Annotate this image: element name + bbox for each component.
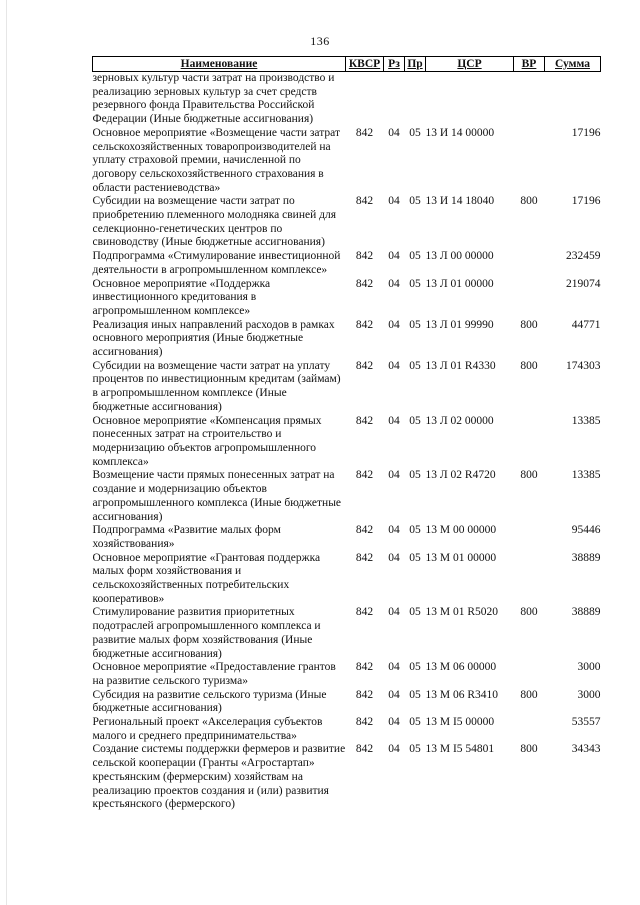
cell-vr: [514, 716, 545, 743]
cell-name: Основное мероприятие «Возмещение части затрат сельскохозяйственных товаропроизводителей на уплату страховой премии, начисленной по договору сельскохозяйственного страхования в области растениеводства»: [92, 126, 340, 194]
cell-kvsr: 842: [355, 250, 374, 263]
table-row: [93, 469, 601, 524]
cell-sum: 232459: [566, 250, 601, 263]
cell-sum: 3000: [577, 688, 601, 701]
cell-csr: 13 М 06 00000: [425, 661, 497, 674]
cell-sum: 95446: [571, 524, 601, 537]
cell-name: Основное мероприятие «Компенсация прямых понесенных затрат на строительство и модернизацию объектов агропромышленного комплекса»: [92, 414, 322, 468]
cell-kvsr: 842: [355, 359, 374, 372]
cell-csr: 13 М I5 54801: [425, 743, 495, 756]
cell-vr: [514, 72, 545, 127]
cell-sum: 38889: [571, 606, 601, 619]
cell-rz: 04: [388, 318, 400, 331]
cell-sum: 38889: [571, 551, 601, 564]
cell-vr: [514, 415, 545, 470]
cell-rz: 04: [388, 524, 400, 537]
cell-sum: 34343: [571, 743, 601, 756]
table-row: [93, 743, 601, 812]
cell-name: Субсидии на возмещение части затрат на уплату процентов по инвестиционным кредитам (займам) в агропромышленном комплексе (Иные бюджетные ассигнования): [92, 359, 341, 413]
cell-csr: 13 М 06 R3410: [425, 688, 499, 701]
header-name: Наименование: [93, 57, 346, 72]
header-rz: Рз: [384, 57, 405, 72]
cell-name: Основное мероприятие «Предоставление грантов на развитие сельского туризма»: [92, 661, 336, 687]
cell-pr: 05: [409, 716, 421, 729]
cell-name: Создание системы поддержки фермеров и развитие сельской кооперации (Гранты «Агростартап» крестьянским (фермерским) хозяйствам на реализацию проектов создания и (или) развития крестьянского (фермерского): [92, 743, 346, 811]
cell-sum: 13385: [571, 469, 601, 482]
cell-kvsr: 842: [355, 688, 374, 701]
cell-name: Возмещение части прямых понесенных затрат на создание и модернизацию объектов агропромышленного комплекса (Иные бюджетные ассигнования): [92, 469, 342, 523]
table-row: [93, 319, 601, 360]
cell-sum: [545, 72, 601, 127]
cell-csr: 13 М 01 R5020: [425, 606, 499, 619]
cell-sum: 174303: [566, 359, 601, 372]
cell-pr: 05: [409, 126, 421, 139]
cell-csr: 13 М I5 00000: [425, 716, 495, 729]
cell-sum: 13385: [571, 414, 601, 427]
scan-edge-line: [6, 0, 7, 905]
cell-pr: 05: [409, 524, 421, 537]
cell-pr: [405, 72, 426, 127]
cell-kvsr: 842: [355, 277, 374, 290]
cell-vr: [514, 127, 545, 196]
cell-rz: 04: [388, 359, 400, 372]
table-row: [93, 72, 601, 127]
cell-rz: 04: [388, 126, 400, 139]
cell-rz: 04: [388, 661, 400, 674]
cell-csr: 13 Л 01 00000: [425, 277, 494, 290]
cell-sum: 17196: [571, 195, 601, 208]
table-row: [93, 360, 601, 415]
header-sum: Сумма: [545, 57, 601, 72]
header-row: [93, 57, 601, 72]
cell-name: Субсидия на развитие сельского туризма (Иные бюджетные ассигнования): [92, 688, 327, 715]
header-csr: ЦСР: [426, 57, 514, 72]
cell-kvsr: 842: [355, 743, 374, 756]
cell-rz: 04: [388, 277, 400, 290]
cell-vr: [514, 250, 545, 277]
cell-pr: 05: [409, 414, 421, 427]
table-row: [93, 195, 601, 250]
cell-rz: [384, 72, 405, 127]
header-kvsr: КВСР: [346, 57, 384, 72]
table-row: [93, 606, 601, 661]
cell-kvsr: 842: [355, 414, 374, 427]
cell-rz: 04: [388, 195, 400, 208]
cell-kvsr: 842: [355, 126, 374, 139]
cell-rz: 04: [388, 606, 400, 619]
cell-name: зерновых культур части затрат на производство и реализацию зерновых культур за счет средств резервного фонда Правительства Российской Федерации (Иные бюджетные ассигнования): [92, 72, 335, 126]
cell-kvsr: 842: [355, 661, 374, 674]
cell-vr: 800: [520, 688, 538, 701]
cell-kvsr: 842: [355, 524, 374, 537]
cell-kvsr: 842: [355, 551, 374, 564]
cell-pr: 05: [409, 318, 421, 331]
cell-kvsr: 842: [355, 606, 374, 619]
cell-pr: 05: [409, 743, 421, 756]
cell-kvsr: 842: [355, 318, 374, 331]
table-row: [93, 127, 601, 196]
cell-pr: 05: [409, 250, 421, 263]
cell-pr: 05: [409, 551, 421, 564]
cell-name: Подпрограмма «Стимулирование инвестиционной деятельности в агропромышленном комплексе»: [92, 250, 341, 276]
cell-pr: 05: [409, 661, 421, 674]
table-row: [93, 250, 601, 277]
table-header: [93, 57, 601, 72]
cell-csr: 13 И 14 00000: [425, 126, 495, 139]
cell-pr: 05: [409, 606, 421, 619]
table-body: [93, 72, 601, 812]
header-pr: Пр: [405, 57, 426, 72]
cell-rz: 04: [388, 414, 400, 427]
cell-csr: 13 Л 01 99990: [425, 318, 494, 331]
cell-rz: 04: [388, 469, 400, 482]
cell-pr: 05: [409, 195, 421, 208]
cell-vr: 800: [520, 606, 538, 619]
cell-sum: 44771: [571, 318, 601, 331]
table-row: [93, 415, 601, 470]
cell-vr: 800: [520, 195, 538, 208]
cell-pr: 05: [409, 277, 421, 290]
page-number: 136: [310, 34, 330, 48]
budget-table-container: [92, 56, 600, 812]
cell-name: Основное мероприятие «Поддержка инвестиционного кредитования в агропромышленном комплексе»: [92, 277, 271, 317]
cell-vr: 800: [520, 359, 538, 372]
cell-pr: 05: [409, 359, 421, 372]
cell-csr: 13 Л 01 R4330: [425, 359, 496, 372]
cell-sum: 17196: [571, 126, 601, 139]
table-row: [93, 552, 601, 607]
cell-vr: 800: [520, 318, 538, 331]
table-row: [93, 278, 601, 319]
cell-name: Основное мероприятие «Грантовая поддержка малых форм хозяйствования и сельскохозяйственных потребительских кооперативов»: [92, 551, 321, 605]
cell-name: Региональный проект «Акселерация субъектов малого и среднего предпринимательства»: [92, 716, 323, 742]
cell-pr: 05: [409, 469, 421, 482]
cell-rz: 04: [388, 250, 400, 263]
cell-kvsr: [346, 72, 384, 127]
cell-name: Подпрограмма «Развитие малых форм хозяйствования»: [92, 524, 281, 550]
cell-sum: 219074: [566, 277, 601, 290]
cell-csr: 13 М 00 00000: [425, 524, 497, 537]
cell-kvsr: 842: [355, 716, 374, 729]
cell-csr: 13 Л 02 00000: [425, 414, 494, 427]
cell-csr: 13 Л 00 00000: [425, 250, 494, 263]
cell-vr: 800: [520, 469, 538, 482]
table-row: [93, 661, 601, 688]
cell-rz: 04: [388, 688, 400, 701]
cell-csr: 13 М 01 00000: [425, 551, 497, 564]
cell-name: Субсидии на возмещение части затрат по приобретению племенного молодняка свиней для селекционно-генетических центров по свиноводству (Иные бюджетные ассигнования): [92, 195, 336, 249]
cell-vr: [514, 661, 545, 688]
cell-kvsr: 842: [355, 195, 374, 208]
cell-rz: 04: [388, 716, 400, 729]
cell-csr: 13 Л 02 R4720: [425, 469, 496, 482]
cell-rz: 04: [388, 743, 400, 756]
cell-sum: 3000: [577, 661, 601, 674]
cell-sum: 53557: [571, 716, 601, 729]
budget-table: [92, 56, 601, 812]
table-row: [93, 689, 601, 716]
cell-name: Стимулирование развития приоритетных подотраслей агропромышленного комплекса и развитие малых форм хозяйствования (Иные бюджетные ассигнования): [92, 606, 321, 660]
table-row: [93, 716, 601, 743]
table-row: [93, 524, 601, 551]
cell-vr: [514, 524, 545, 551]
cell-name: Реализация иных направлений расходов в рамках основного мероприятия (Иные бюджетные ассигнования): [92, 318, 335, 359]
cell-csr: [426, 72, 514, 127]
cell-vr: [514, 552, 545, 607]
header-vr: ВР: [514, 57, 545, 72]
cell-vr: 800: [520, 743, 538, 756]
cell-csr: 13 И 14 18040: [425, 195, 495, 208]
cell-vr: [514, 278, 545, 319]
cell-rz: 04: [388, 551, 400, 564]
cell-kvsr: 842: [355, 469, 374, 482]
cell-pr: 05: [409, 688, 421, 701]
